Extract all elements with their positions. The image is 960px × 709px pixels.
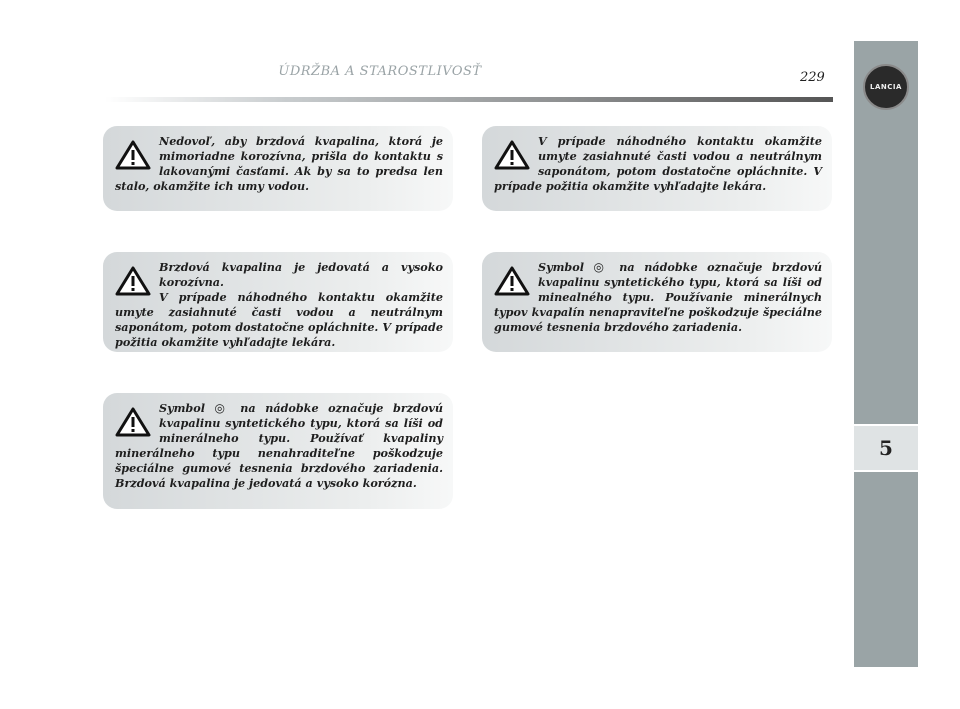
page-number: 229	[800, 70, 825, 85]
chapter-number: 5	[854, 424, 918, 472]
warning-triangle-icon	[115, 266, 151, 296]
warning-triangle-icon	[494, 140, 530, 170]
chapter-sidebar	[854, 41, 918, 667]
warning-text: na nádobke označuje brzdovú kvapalinu syntetického typu, ktorá sa líši od minerálneho typu. Používať kvapaliny minerálneho typu nenahraditeľne poškodzuje špeciálne gumové tesnenia brzdového zariadenia. Brzdová kvapalina je jedovatá a vysoko korózna.	[115, 401, 443, 490]
warning-text: V prípade náhodného kontaktu okamžite umyte zasiahnuté časti vodou a neutrálnym saponátom, potom dostatočne opláchnite. V prípade požitia okamžite vyhľadajte lekára.	[494, 134, 822, 193]
page-title: ÚDRŽBA A STAROSTLIVOSŤ	[278, 64, 482, 79]
warning-triangle-icon	[115, 407, 151, 437]
lancia-logo-icon	[863, 64, 909, 110]
warning-text: V prípade náhodného kontaktu okamžite umyte zasiahnuté časti vodou a neutrálnym saponátom, potom dostatočne opláchnite. V prípade požitia okamžite vyhľadajte lekára.	[115, 290, 443, 349]
warning-box-contact	[482, 126, 832, 211]
circle-symbol-icon: ◎	[214, 401, 231, 415]
warning-box-paint	[103, 126, 453, 211]
warning-triangle-icon	[115, 140, 151, 170]
logo-text: LANCIA	[870, 83, 902, 91]
warning-box-symbol-right	[482, 252, 832, 352]
warning-text: na nádobke označuje brzdovú kvapalinu syntetického typu, ktorá sa líši od minealného typu. Používanie minerálnych typov kvapalín nenapraviteľne poškodzuje špeciálne gumové tesnenia brzdového zariadenia.	[494, 260, 822, 334]
warning-text: Brzdová kvapalina je jedovatá a vysoko korozívna.	[159, 260, 443, 289]
warning-text: Nedovoľ, aby brzdová kvapalina, ktorá je mimoriadne korozívna, prišla do kontaktu s lakovanými časťami. Ak by sa to predsa len stalo, okamžite ich umy vodou.	[115, 134, 443, 193]
warning-text: Symbol	[159, 401, 205, 415]
warning-text: Symbol	[538, 260, 584, 274]
warning-triangle-icon	[494, 266, 530, 296]
circle-symbol-icon: ◎	[593, 260, 610, 274]
warning-box-symbol	[103, 393, 453, 509]
header-rule	[105, 97, 833, 102]
warning-box-toxic	[103, 252, 453, 352]
